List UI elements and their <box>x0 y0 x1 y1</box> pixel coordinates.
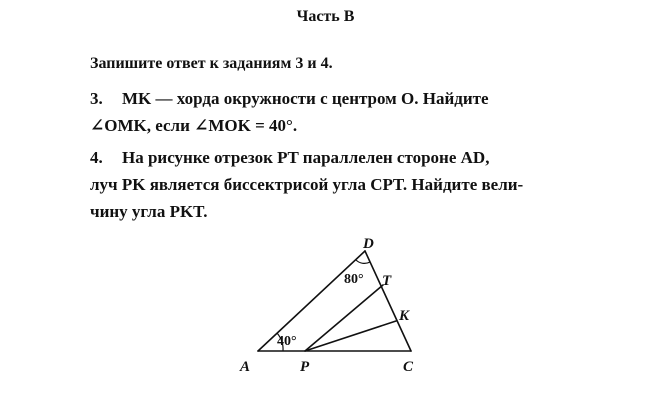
angle-label-a: 40° <box>277 334 297 349</box>
task-text-line: ∠OMK, если ∠MOK = 40°. <box>90 116 298 135</box>
point-label-k: K <box>399 308 410 324</box>
ray-pk <box>305 321 396 351</box>
segment-pt <box>305 285 383 351</box>
task-4 <box>90 144 592 225</box>
task-number: 4. <box>90 148 103 167</box>
side-dc <box>365 251 411 351</box>
instruction-text: Запишите ответ к заданиям 3 и 4. <box>90 55 333 72</box>
task-text-line: На рисунке отрезок PT параллелен стороне AD, <box>122 148 490 167</box>
angle-arc-d <box>356 260 370 263</box>
task-text-line: чину угла PKT. <box>90 202 208 221</box>
task-3 <box>90 85 592 139</box>
task-text-line: MK — хорда окружности с центром O. Найдите <box>122 89 489 108</box>
section-title: Часть B <box>296 8 355 25</box>
point-label-c: C <box>403 359 414 375</box>
triangle-diagram <box>225 228 425 378</box>
task-text-line: луч PK является биссектрисой угла CPT. Найдите вели- <box>90 175 524 194</box>
point-label-a: A <box>240 359 251 375</box>
task-number: 3. <box>90 89 103 108</box>
geometry-figure <box>225 228 425 378</box>
point-label-t: T <box>382 273 392 289</box>
point-label-p: P <box>300 359 310 375</box>
angle-label-d: 80° <box>344 272 364 287</box>
point-label-d: D <box>363 236 374 252</box>
